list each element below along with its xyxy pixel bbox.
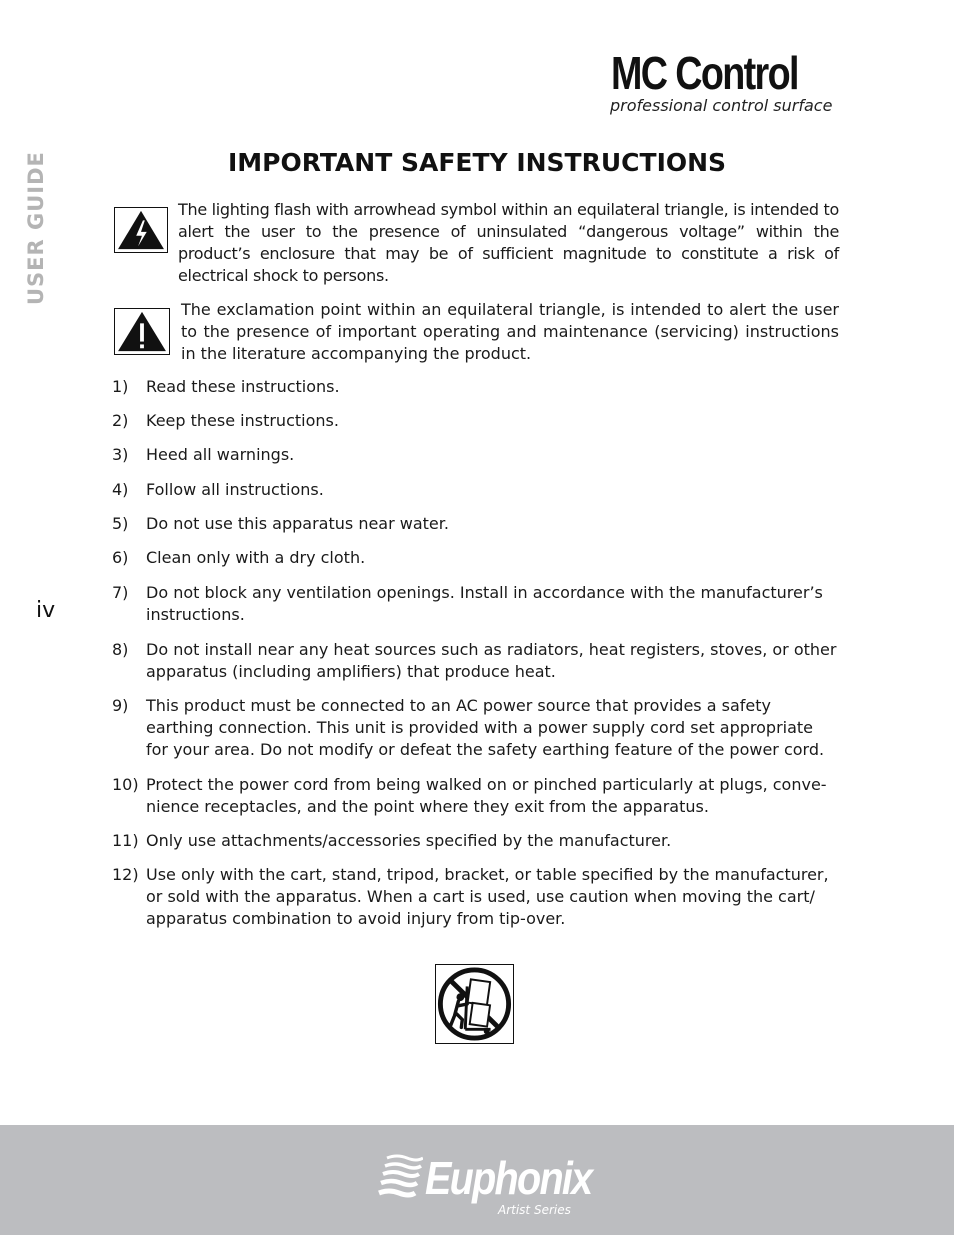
page-number: iv [36,598,56,623]
item-number: 10) [112,775,139,794]
list-item [112,639,839,683]
instruction-list [112,376,839,930]
list-item [112,695,839,761]
item-number: 5) [112,514,129,533]
lightning-triangle-icon [114,207,168,253]
list-item [112,864,839,930]
list-item [112,410,839,432]
item-number: 7) [112,583,129,602]
item-text: Keep these instructions. [146,411,339,430]
item-number: 2) [112,411,129,430]
item-text: Follow all instructions. [146,480,324,499]
item-text: Clean only with a dry cloth. [146,548,366,567]
warning-lightning-text: The lighting flash with arrowhead symbol within an equilateral triangle, is intended to alert the user to the presence of uninsulated “dangerous voltage” within the product’s enclosure that may be of sufficient magnitude to constitute a risk of electrical shock to persons. [178,200,840,285]
footer-logo-text: Euphonix [425,1152,592,1204]
item-text: Read these instructions. [146,377,340,396]
side-label: USER GUIDE [24,151,48,305]
item-number: 3) [112,445,129,464]
item-text: This product must be connected to an AC power source that provides a safety earthing connection. This unit is provided with a power supply cord set appropriate for your area. Do not modify or defeat the safety earthing feature of the power cord. [146,696,825,759]
item-number: 4) [112,480,129,499]
item-text: Only use attachments/accessories specified by the manufacturer. [146,831,672,850]
list-item [112,376,839,398]
list-item [112,774,839,818]
list-item [112,444,839,466]
list-item [112,582,839,626]
warning-exclamation-text: The exclamation point within an equilateral triangle, is intended to alert the user to the presence of important operating and maintenance (servicing) instructions in the literature accompanying the product. [181,300,839,363]
item-text: Use only with the cart, stand, tripod, bracket, or table specified by the manufacturer, or sold with the apparatus. When a cart is used, use caution when moving the cart/ apparatus combination to avoid injury from tip-over. [146,865,829,928]
item-number: 6) [112,548,129,567]
item-number: 12) [112,865,139,884]
brand-subtitle: professional control surface [610,96,833,115]
cart-tip-over-warning-icon [435,964,514,1044]
item-text: Do not use this apparatus near water. [146,514,449,533]
item-number: 1) [112,377,129,396]
item-number: 11) [112,831,139,850]
euphonix-waves-icon [377,1154,423,1204]
list-item [112,547,839,569]
footer-logo-subtitle: Artist Series [498,1203,571,1217]
list-item [112,479,839,501]
page-title: IMPORTANT SAFETY INSTRUCTIONS [227,148,727,177]
item-text: Protect the power cord from being walked on or pinched particularly at plugs, conve-nience receptacles, and the point where they exit from the apparatus. [146,775,827,816]
item-text: Do not block any ventilation openings. Install in accordance with the manufacturer’s instructions. [146,583,823,624]
list-item [112,830,839,852]
brand-title: MC Control [611,47,798,99]
exclamation-triangle-icon [114,308,170,355]
item-text: Do not install near any heat sources such as radiators, heat registers, stoves, or other apparatus (including amplifiers) that produce heat. [146,640,837,681]
item-text: Heed all warnings. [146,445,295,464]
item-number: 8) [112,640,129,659]
item-number: 9) [112,696,129,715]
list-item [112,513,839,535]
